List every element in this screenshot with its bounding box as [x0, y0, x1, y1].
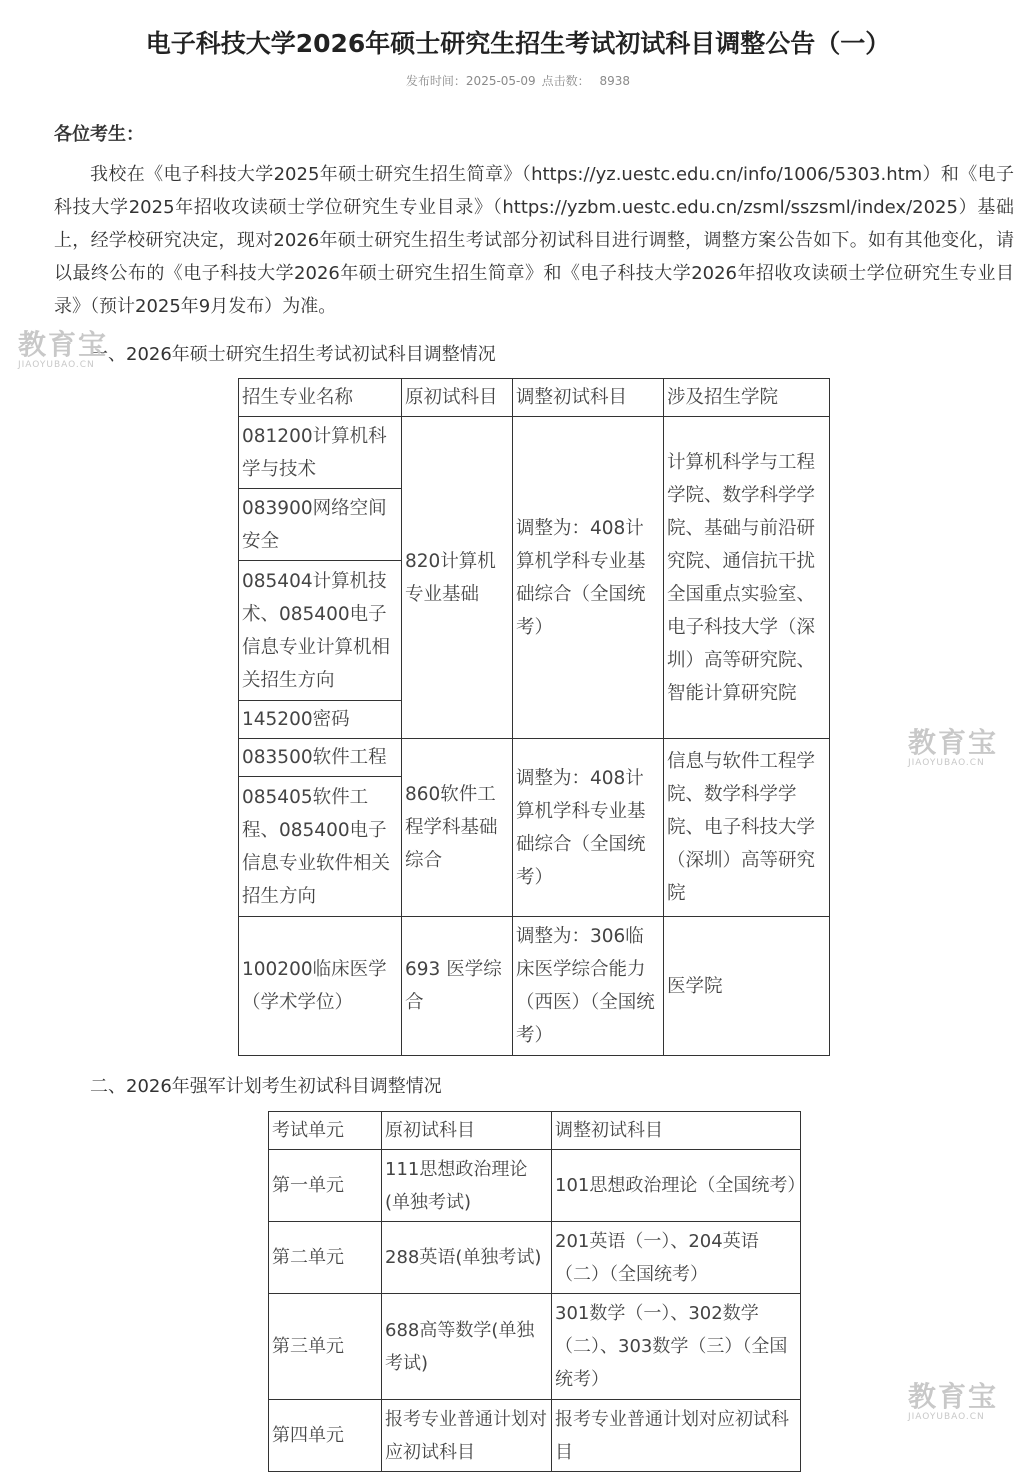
adjusted-subject-cell: 201英语（一）、204英语（二）（全国统考）	[552, 1222, 801, 1294]
header-cell: 考试单元	[269, 1112, 382, 1150]
college-cell: 计算机科学与工程学院、数学科学学院、基础与前沿研究院、通信抗干扰全国重点实验室、电子科技大学（深圳）高等研究院、智能计算研究院	[664, 417, 830, 739]
header-cell: 原初试科目	[382, 1112, 552, 1150]
unit-cell: 第二单元	[269, 1222, 382, 1294]
original-subject-cell: 111思想政治理论(单独考试)	[382, 1150, 552, 1222]
original-subject-cell: 688高等数学(单独考试)	[382, 1294, 552, 1400]
major-cell: 145200密码	[239, 701, 402, 739]
watermark-domain: JIAOYUBAO.CN	[908, 758, 985, 768]
header-cell: 涉及招生学院	[664, 379, 830, 417]
table-row	[239, 739, 830, 777]
page-title: 电子科技大学2026年硕士研究生招生考试初试科目调整公告（一）	[145, 29, 891, 58]
click-count-value: 8938	[599, 74, 631, 88]
header-cell: 调整初试科目	[513, 379, 664, 417]
original-subject-cell: 693 医学综合	[402, 917, 513, 1056]
article-meta	[0, 72, 1036, 89]
watermark-logo	[908, 728, 998, 768]
table-row	[239, 917, 830, 1056]
adjusted-subject-cell: 301数学（一）、302数学（二）、303数学（三）（全国统考）	[552, 1294, 801, 1400]
major-cell: 085404计算机技术、085400电子信息专业计算机相关招生方向	[239, 561, 402, 701]
publish-time: 发布时间：2025-05-09	[405, 74, 536, 88]
section2-heading: 二、2026年强军计划考生初试科目调整情况	[90, 1076, 442, 1097]
adjusted-subject-cell: 调整为：408计算机学科专业基础综合（全国统考）	[513, 417, 664, 739]
table-header-row	[239, 379, 830, 417]
major-cell: 081200计算机科学与技术	[239, 417, 402, 489]
watermark-domain: JIAOYUBAO.CN	[908, 1412, 985, 1422]
watermark-logo	[18, 330, 108, 370]
table-row	[239, 417, 830, 489]
header-cell: 招生专业名称	[239, 379, 402, 417]
table-row	[269, 1222, 801, 1294]
greeting: 各位考生：	[54, 124, 144, 145]
unit-cell: 第三单元	[269, 1294, 382, 1400]
watermark-logo	[908, 1382, 998, 1422]
adjustment-table	[238, 378, 830, 1056]
header-cell: 调整初试科目	[552, 1112, 801, 1150]
watermark-brand: 教育宝	[18, 328, 109, 361]
major-cell: 085405软件工程、085400电子信息专业软件相关招生方向	[239, 777, 402, 917]
intro-paragraph: 我校在《电子科技大学2025年硕士研究生招生简章》（https://yz.uestc.edu.cn/info/1006/5303.htm）和《电子科技大学2025年招收攻读硕士学位研究生专业目录》（https://yzbm.uestc.edu.cn/zsml/sszsml/index/2025）基础上，经学校研究决定，现对2026年硕士研究生招生考试部分初试科目进行调整，调整方案公告如下。如有其他变化，请以最终公布的《电子科技大学2026年硕士研究生招生简章》和《电子科技大学2026年招收攻读硕士学位研究生专业目录》（预计2025年9月发布）为准。	[54, 164, 1014, 317]
original-subject-cell: 288英语(单独考试)	[382, 1222, 552, 1294]
click-count-label: 点击数：	[541, 74, 590, 88]
original-subject-cell: 报考专业普通计划对应初试科目	[382, 1400, 552, 1472]
adjusted-subject-cell: 调整为：306临床医学综合能力（西医）（全国统考）	[513, 917, 664, 1056]
header-cell: 原初试科目	[402, 379, 513, 417]
unit-cell: 第四单元	[269, 1400, 382, 1472]
original-subject-cell: 860软件工程学科基础综合	[402, 739, 513, 917]
college-cell: 信息与软件工程学院、数学科学学院、电子科技大学（深圳）高等研究院	[664, 739, 830, 917]
table-row	[269, 1150, 801, 1222]
unit-cell: 第一单元	[269, 1150, 382, 1222]
major-cell: 083900网络空间安全	[239, 489, 402, 561]
watermark-brand: 教育宝	[908, 726, 999, 759]
adjusted-subject-cell: 调整为：408计算机学科专业基础综合（全国统考）	[513, 739, 664, 917]
section1-heading: 一、2026年硕士研究生招生考试初试科目调整情况	[90, 344, 496, 365]
military-plan-table	[268, 1111, 806, 1472]
major-cell: 083500软件工程	[239, 739, 402, 777]
table-row	[269, 1400, 801, 1472]
college-cell: 医学院	[664, 917, 830, 1056]
major-cell: 100200临床医学（学术学位）	[239, 917, 402, 1056]
watermark-brand: 教育宝	[908, 1380, 999, 1413]
table-header-row	[269, 1112, 801, 1150]
adjusted-subject-cell: 101思想政治理论（全国统考）	[552, 1150, 801, 1222]
watermark-domain: JIAOYUBAO.CN	[18, 360, 95, 370]
table-row	[269, 1294, 801, 1400]
original-subject-cell: 820计算机专业基础	[402, 417, 513, 739]
adjusted-subject-cell: 报考专业普通计划对应初试科目	[552, 1400, 801, 1472]
